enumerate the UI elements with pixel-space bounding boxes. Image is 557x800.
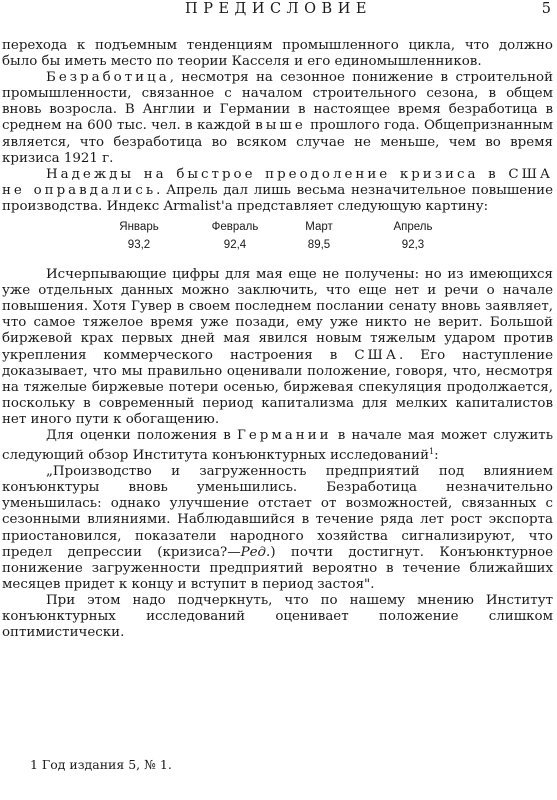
paragraph-text: прошлого года. Общепризнанным является, что безработица во всяком случае не меньше, чем во время кризиса 1921 г. xyxy=(2,118,553,166)
spaced-term: Безработица xyxy=(46,70,170,86)
index-table xyxy=(2,215,553,267)
month-header: Февраль xyxy=(211,221,259,234)
paragraph-usa-hopes xyxy=(2,167,553,215)
spaced-term: выше xyxy=(255,118,306,134)
paragraph-conclusion xyxy=(2,593,553,641)
paragraph-text: При этом надо подчеркнуть, что по нашему мнению Институт конъюнктурных исследований оценивает положение слишком оптимистически. xyxy=(2,592,553,641)
editor-note: Ред. xyxy=(240,544,271,560)
index-value: 92,3 xyxy=(401,239,425,252)
spaced-term: Германии xyxy=(237,427,332,443)
month-header: Апрель xyxy=(393,221,433,234)
footnote-marker[interactable]: 1 xyxy=(429,447,435,457)
page-number: 5 xyxy=(541,1,551,17)
running-header xyxy=(0,0,557,18)
paragraph-text: . Апрель дал лишь весьма незначительное повышение производства. Индекс Armalist'a представляет следующую картину: xyxy=(2,182,553,214)
paragraph-text: Для оценки положения в xyxy=(46,427,238,443)
paragraph-continuation xyxy=(2,38,553,70)
paragraph-germany xyxy=(2,428,553,464)
paragraph-text: . Его наступление доказывает, что мы правильно оценивали положение, говоря, что, несмотря на тяжелые биржевые потери осенью, биржевая спекуляция продолжается, поскольку в современный период капитализма для мелких капиталистов нет иного пути к обогащению. xyxy=(2,347,553,427)
paragraph-text: : xyxy=(434,448,439,464)
quote-text: ) почти достигнут. Конъюнктурное понижение загруженности предприятий вероятно в течение ближайших месяцев придет к концу и вступит в период застоя". xyxy=(2,544,553,592)
index-value: 89,5 xyxy=(307,239,331,252)
paragraph-text: перехода к подъемным тенденциям промышленного цикла, что должно было бы иметь место по теории Касселя и его единомышленников. xyxy=(2,38,553,70)
index-value: 93,2 xyxy=(127,239,151,252)
footnote: 1 Год издания 5, № 1. xyxy=(30,757,172,772)
paragraph-may-figures xyxy=(2,267,553,428)
running-title: ПРЕДИСЛОВИЕ xyxy=(185,1,372,17)
month-header: Март xyxy=(305,221,333,234)
spaced-term: Надежды на быстрое преодоление кризиса в США не оправдались xyxy=(2,166,553,198)
spaced-term: США xyxy=(354,347,399,363)
paragraph-text: в начале мая может служить следующий обзор Института конъюнктурных исследований xyxy=(2,427,553,464)
paragraph-unemployment xyxy=(2,70,553,167)
quote-text: „Производство и загруженность предприятий под влиянием конъюнктуры вновь уменьшились. Безработица незначительно уменьшилась: однако улучшение отстает от возможностей, связанных с сезонными влияниями. Наблюдавшийся в течение ряда лет рост экспорта приостановился, показатели народного хозяйства сигнализируют, что предел депрессии (кризиса?— xyxy=(2,464,553,560)
index-value: 92,4 xyxy=(223,239,247,252)
paragraph-text: , несмотря на сезонное понижение в строительной промышленности, связанное с началом строительного сезона, в общем вновь возросла. В Англии и Германии в настоящее время безработица в среднем на 600 тыс. чел. в каждой xyxy=(2,70,553,134)
paragraph-text: Исчерпывающие цифры для мая еще не получены: но из имеющихся уже отдельных данных можно заключить, что еще нет и речи о начале повышения. Хотя Гувер в своем последнем послании сенату вновь заявляет, что самое тяжелое время уже позади, ему уже никто не верит. Большой биржевой крах первых дней мая явился новым тяжелым ударом против укрепления коммерческого настроения в xyxy=(2,267,553,363)
text-body xyxy=(2,38,553,641)
quotation xyxy=(2,464,553,593)
month-header: Январь xyxy=(119,221,159,234)
